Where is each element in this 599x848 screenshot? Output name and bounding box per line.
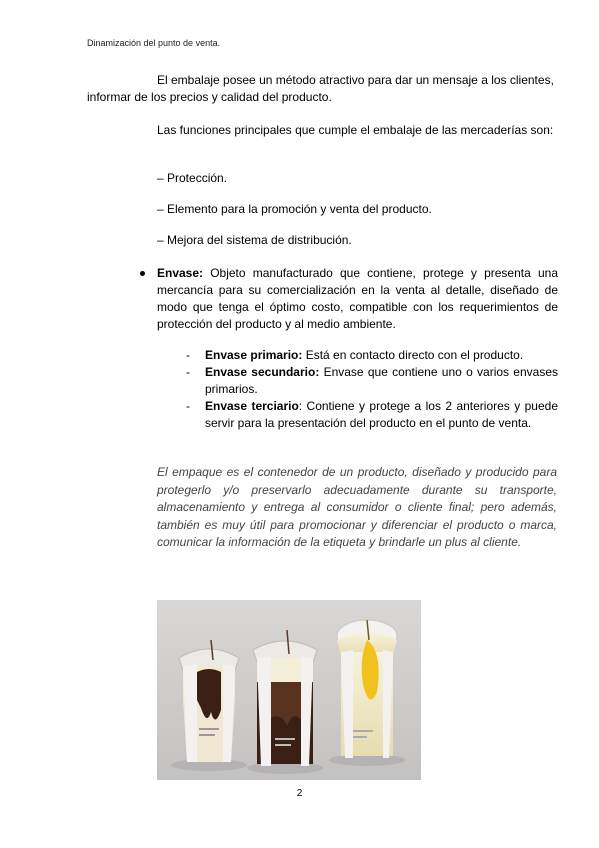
subtype-term: Envase secundario: (205, 365, 320, 379)
subtype-text: Envase que contiene uno o varios envases primarios. (205, 365, 558, 396)
page-header: Dinamización del punto de venta. (87, 38, 221, 48)
subtype-secundario (186, 364, 558, 398)
dash-marker: - (186, 348, 190, 362)
envase-definition (157, 265, 558, 333)
dash-marker: - (186, 365, 190, 379)
cup-chocolate-left (179, 640, 239, 762)
packaging-photo (157, 600, 421, 780)
paragraph-funciones: Las funciones principales que cumple el embalaje de las mercaderías son: (157, 123, 554, 137)
envase-text: Objeto manufacturado que contiene, protege y presenta una mercancía para su comercialización en la venta al detalle, diseñado de modo que tenga el óptimo costo, compatible con los requerimientos de protección del producto y al medio ambiente. (157, 266, 558, 331)
bullet-envase (140, 265, 558, 333)
page-number: 2 (296, 788, 303, 799)
empaque-quote: El empaque es el contenedor de un producto, diseñado y producido para protegerlo y/o preservarlo adecuadamente durante su transporte, almacenamiento y entrega al consumidor o cliente final; pero además, también es muy útil para promocionar y diferenciar el producto o marca, comunicar la información de la etiqueta y brindarle un plus al cliente. (157, 465, 557, 549)
subtype-text: Está en contacto directo con el producto. (302, 348, 524, 362)
subtype-primario (186, 347, 558, 364)
envase-term: Envase: (157, 266, 204, 280)
cup-lemon-right (337, 620, 397, 758)
function-item-promocion: – Elemento para la promoción y venta del producto. (157, 202, 432, 216)
function-item-distribucion: – Mejora del sistema de distribución. (157, 233, 352, 247)
subtype-term: Envase primario: (205, 348, 303, 362)
dessert-cups-image (157, 600, 421, 780)
function-item-proteccion: – Protección. (157, 171, 228, 185)
subtype-text: : Contiene y protege a los 2 anteriores y puede servir para la presentación del producto en el punto de venta. (205, 399, 558, 430)
cup-chocolate-middle (253, 630, 317, 766)
bullet-icon (140, 271, 145, 276)
subtype-term: Envase terciario (205, 399, 299, 413)
paragraph-embalaje: El embalaje posee un método atractivo para dar un mensaje a los clientes, informar de los precios y calidad del producto. (87, 73, 554, 104)
subtype-terciario (186, 398, 558, 432)
dash-marker: - (186, 399, 190, 413)
